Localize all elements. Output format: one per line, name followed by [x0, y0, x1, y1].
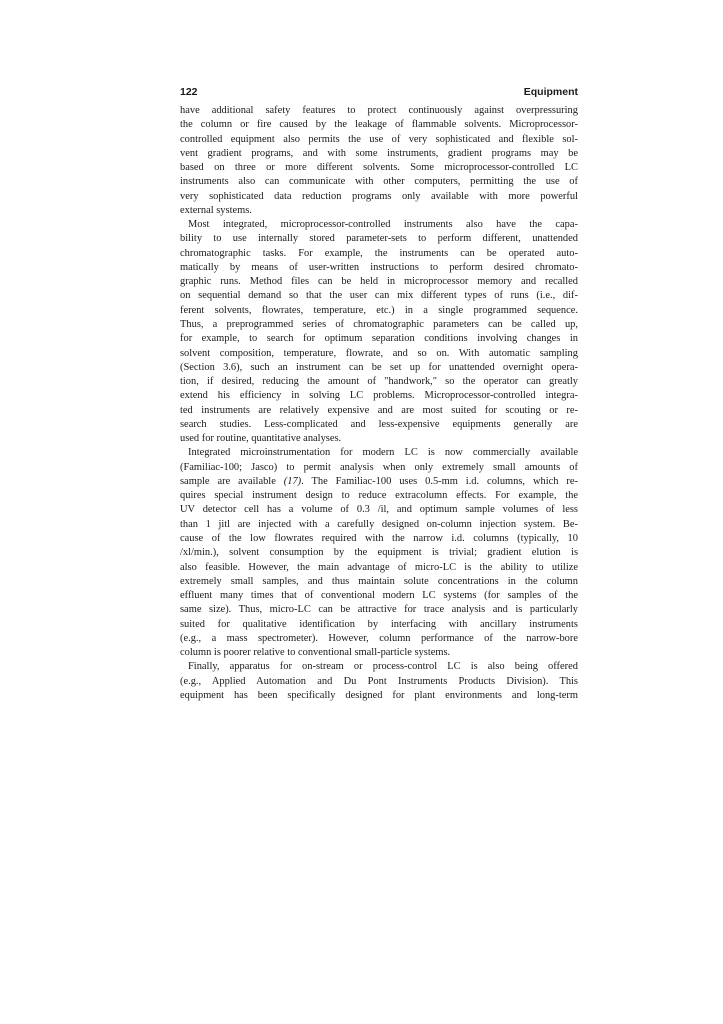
- text-line: equipment has been specifically designed for plant environments and long-term: [180, 689, 578, 701]
- text-line: external systems.: [180, 204, 252, 216]
- running-head: [180, 86, 578, 99]
- paragraph-3: [180, 446, 578, 660]
- text-line: UV detector cell has a volume of 0.3 /il, and optimum sample volumes of less: [180, 504, 578, 516]
- section-title: Equipment: [523, 86, 578, 98]
- paragraph-4: [180, 660, 578, 703]
- text-line: than 1 jitl are injected with a carefully designed on-column injection system. Be-: [180, 518, 578, 530]
- text-line: instruments also can communicate with other computers, permitting the use of: [180, 176, 578, 188]
- text-line: the column or fire caused by the leakage of flammable solvents. Microprocessor-: [180, 119, 578, 131]
- text-line: ted instruments are relatively expensive and are most suited for scouting or re-: [180, 404, 578, 416]
- text-line: for example, to search for optimum separation conditions involving changes in: [180, 333, 578, 345]
- text-line: search studies. Less-complicated and less-expensive equipments generally are: [180, 418, 578, 430]
- text-line: Most integrated, microprocessor-controlled instruments also have the capa-: [188, 219, 578, 231]
- page-number: 122: [180, 86, 198, 98]
- text-line: quires special instrument design to reduce extracolumn effects. For example, the: [180, 490, 578, 502]
- text-line: vent gradient programs, and with some instruments, gradient programs may be: [180, 147, 578, 159]
- paragraph-2: [180, 218, 578, 446]
- text-line: on sequential demand so that the user can mix different types of runs (i.e., dif-: [180, 290, 578, 302]
- text-line: Finally, apparatus for on-stream or process-control LC is also being offered: [188, 661, 578, 673]
- book-page: [180, 86, 578, 703]
- text-line: effluent many times that of conventional modern LC systems (for samples of the: [180, 590, 578, 602]
- text-line: Thus, a preprogrammed series of chromatographic parameters can be called up,: [180, 318, 578, 330]
- text-line: based on three or more different solvents. Some microprocessor-controlled LC: [180, 162, 578, 174]
- text-line: Integrated microinstrumentation for modern LC is now commercially available: [188, 447, 578, 459]
- text-line: controlled equipment also permits the use of very sophisticated and flexible sol-: [180, 133, 578, 145]
- text-line: bility to use internally stored parameter-sets to perform different, unattended: [180, 233, 578, 245]
- text-line: same size). Thus, micro-LC can be attractive for trace analysis and is particularly: [180, 604, 578, 616]
- text-line: column is poorer relative to conventional small-particle systems.: [180, 647, 451, 659]
- text-line: chromatographic tasks. For example, the instruments can be operated auto-: [180, 247, 578, 259]
- text-line: (Familiac-100; Jasco) to permit analysis when only extremely small amounts of: [180, 461, 578, 473]
- body-text: [180, 104, 578, 703]
- text-line: extend his efficiency in solving LC problems. Microprocessor-controlled integra-: [180, 390, 578, 402]
- paragraph-1: [180, 104, 578, 218]
- text-line: sample are available (17). The Familiac-100 uses 0.5-mm i.d. columns, which re-: [180, 475, 578, 487]
- text-line: extremely small samples, and thus maintain solute concentrations in the column: [180, 575, 578, 587]
- text-line: (e.g., Applied Automation and Du Pont Instruments Products Division). This: [180, 675, 578, 687]
- text-line: suited for qualitative identification by interfacing with ancillary instruments: [180, 618, 578, 630]
- text-line: have additional safety features to protect continuously against overpressuring: [180, 105, 578, 116]
- text-line: (Section 3.6), such an instrument can be set up for unattended overnight opera-: [180, 361, 578, 373]
- text-line: cause of the low flowrates required with the narrow i.d. columns (typically, 10: [180, 532, 578, 544]
- text-line: used for routine, quantitative analyses.: [180, 433, 342, 445]
- text-line: solvent composition, temperature, flowrate, and so on. With automatic sampling: [180, 347, 578, 359]
- text-line: ferent solvents, flowrates, temperature, etc.) in a single programmed sequence.: [180, 304, 578, 316]
- text-line: graphic runs. Method files can be held in microprocessor memory and recalled: [180, 276, 578, 288]
- text-line: very sophisticated data reduction programs only available with more powerful: [180, 190, 578, 202]
- text-line: also feasible. However, the main advantage of micro-LC is the ability to utilize: [180, 561, 578, 573]
- text-line: matically by means of user-written instructions to perform desired chromato-: [180, 261, 578, 273]
- text-line: /xl/min.), solvent consumption by the equipment is trivial; gradient elution is: [180, 547, 578, 559]
- text-line: tion, if desired, reducing the amount of "handwork," so the operator can greatly: [180, 376, 578, 388]
- text-line: (e.g., a mass spectrometer). However, column performance of the narrow-bore: [180, 632, 578, 644]
